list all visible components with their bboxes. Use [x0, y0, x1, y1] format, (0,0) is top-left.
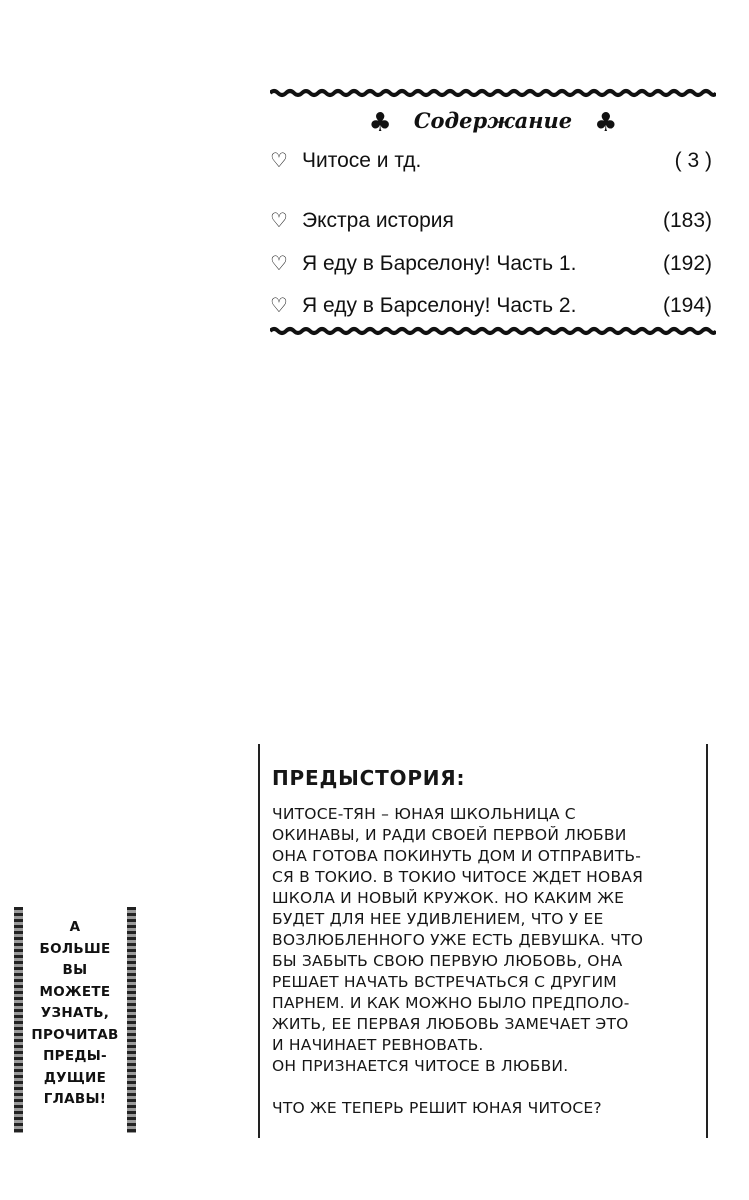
club-icon: ♣	[368, 108, 392, 138]
side-note-line: А	[69, 919, 81, 935]
side-note-line: ВЫ	[62, 962, 88, 978]
prologue-line: ОКИНАВЫ, И РАДИ СВОЕЙ ПЕРВОЙ ЛЮБВИ	[272, 826, 627, 844]
side-note-line: БОЛЬШЕ	[39, 940, 111, 957]
club-icon: ♣	[594, 108, 618, 138]
prologue-line: ПАРНЕМ. И КАК МОЖНО БЫЛО ПРЕДПОЛО-	[272, 994, 630, 1012]
side-note-line: ДУЩИЕ	[43, 1069, 107, 1086]
story-left-border	[258, 744, 260, 1138]
story-right-border	[706, 744, 708, 1138]
toc-entry-label: Экстра история	[302, 209, 454, 232]
toc-entry-label: Я еду в Барселону! Часть 1.	[302, 252, 577, 275]
prologue-line: РЕШАЕТ НАЧАТЬ ВСТРЕЧАТЬСЯ С ДРУГИМ	[272, 973, 617, 991]
prologue-line: ШКОЛА И НОВЫЙ КРУЖОК. НО КАКИМ ЖЕ	[272, 889, 625, 907]
side-note-left-bar	[14, 907, 23, 1133]
bottom-divider	[270, 326, 716, 336]
prologue-line: ОН ПРИЗНАЕТСЯ ЧИТОСЕ В ЛЮБВИ.	[272, 1057, 569, 1075]
heart-icon: ♡	[270, 295, 288, 317]
side-note	[14, 905, 136, 1135]
side-note-line: УЗНАТЬ,	[40, 1005, 110, 1021]
prologue-line: И НАЧИНАЕТ РЕВНОВАТЬ.	[272, 1036, 484, 1054]
toc-title: Содержание	[413, 108, 573, 133]
toc-entry-page: (192)	[662, 252, 712, 275]
prologue-line: ОНА ГОТОВА ПОКИНУТЬ ДОМ И ОТПРАВИТЬ-	[272, 847, 641, 865]
side-note-line: МОЖЕТЕ	[39, 983, 111, 1000]
prologue-box	[272, 766, 704, 1119]
prologue-title: ПРЕДЫСТОРИЯ:	[272, 766, 466, 790]
side-note-line: ПРЕДЫ-	[43, 1048, 107, 1064]
side-note-text	[26, 917, 124, 1111]
toc-entry[interactable]	[270, 249, 716, 279]
table-of-contents	[270, 88, 716, 338]
heart-icon: ♡	[270, 210, 288, 232]
toc-entry-page: ( 3 )	[674, 149, 712, 172]
side-note-right-bar	[127, 907, 136, 1133]
toc-entry[interactable]	[270, 206, 716, 236]
side-note-line: ГЛАВЫ!	[43, 1091, 107, 1107]
side-note-line: ПРОЧИТАВ	[31, 1026, 119, 1043]
toc-entry-label: Читосе и тд.	[302, 149, 422, 172]
toc-heading	[270, 108, 716, 138]
toc-entry[interactable]	[270, 146, 716, 176]
prologue-line: БУДЕТ ДЛЯ НЕЕ УДИВЛЕНИЕМ, ЧТО У ЕЕ	[272, 910, 604, 928]
heart-icon: ♡	[270, 150, 288, 172]
prologue-line: ЖИТЬ, ЕЕ ПЕРВАЯ ЛЮБОВЬ ЗАМЕЧАЕТ ЭТО	[272, 1015, 629, 1033]
prologue-line: ВОЗЛЮБЛЕННОГО УЖЕ ЕСТЬ ДЕВУШКА. ЧТО	[272, 931, 644, 949]
toc-entry-page: (194)	[662, 294, 712, 317]
prologue-line: ЧИТОСЕ-ТЯН – ЮНАЯ ШКОЛЬНИЦА С	[272, 805, 576, 823]
prologue-line: БЫ ЗАБЫТЬ СВОЮ ПЕРВУЮ ЛЮБОВЬ, ОНА	[272, 952, 623, 970]
toc-entry-label: Я еду в Барселону! Часть 2.	[302, 294, 577, 317]
prologue-closing: ЧТО ЖЕ ТЕПЕРЬ РЕШИТ ЮНАЯ ЧИТОСЕ?	[272, 1099, 602, 1117]
toc-entry-page: (183)	[662, 209, 712, 232]
prologue-line: СЯ В ТОКИО. В ТОКИО ЧИТОСЕ ЖДЕТ НОВАЯ	[272, 868, 644, 886]
top-divider	[270, 88, 716, 98]
toc-entry[interactable]	[270, 291, 716, 321]
heart-icon: ♡	[270, 253, 288, 275]
